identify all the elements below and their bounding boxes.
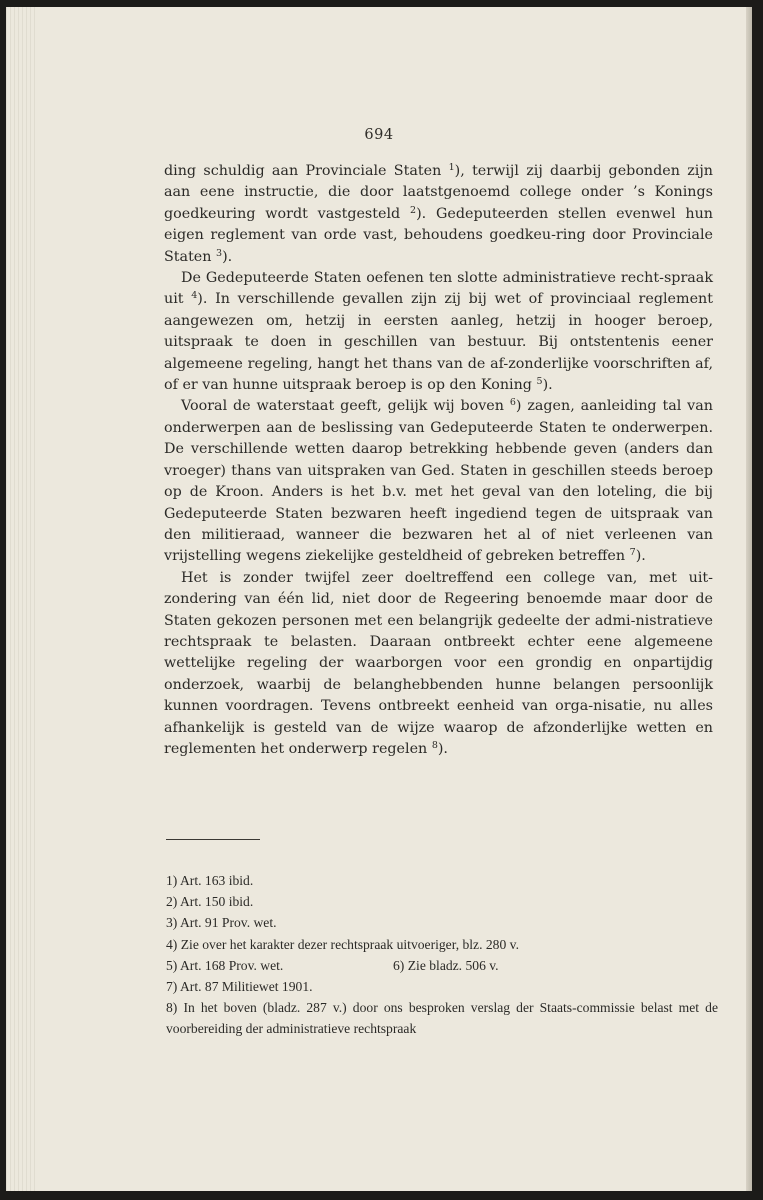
text-run: ). Gedeputeerden stellen evenwel hun eigen reglement van orde vast, behoudens goedkeu-ring door Provinciale Staten	[164, 205, 714, 265]
footnote-marker: 7)	[166, 979, 178, 994]
text-run: Het is zonder twijfel zeer doeltreffend een college van, met uit-zondering van één lid, niet door de Regeering benoemde maar door de Staten gekozen personen met een belangrijk gedeelte der admi-nistratieve rechtspraak te belasten. Daaraan ontbreekt echter eene algemeene wettelijke regeling der waarborgen voor een grondig en onpartijdig onderzoek, waarbij de belanghebbenden hunne belangen persoonlijk kunnen voordragen. Tevens ontbreekt eenheid van orga-nisatie, nu alles afhankelijk is gesteld van de wijze waarop de afzonderlijke wetten en reglementen het onderwerp regelen	[164, 569, 713, 757]
footnotes	[166, 870, 718, 1040]
footnote-separator	[166, 839, 260, 840]
footnote-text: Art. 87 Militiewet 1901.	[179, 979, 313, 994]
page-binding-shadow	[6, 7, 36, 1191]
footnote-2	[166, 891, 718, 912]
footnote-5-6	[166, 955, 718, 976]
footnote-reference: 3	[216, 247, 223, 259]
footnote-text: Zie bladz. 506 v.	[407, 957, 499, 973]
footnote-marker: 2)	[166, 894, 178, 910]
footnote-7	[166, 976, 718, 997]
footnote-marker: 4)	[166, 936, 178, 952]
footnote-marker: 6)	[393, 957, 405, 973]
footnote-marker: 3)	[166, 915, 178, 931]
footnote-text: Art. 163 ibid.	[179, 873, 254, 888]
body-text	[164, 161, 713, 760]
text-run: ) zagen, aanleiding tal van onderwerpen aan de beslissing van Gedeputeerde Staten te onderwerpen. De verschillende wetten daarop betrekking hebbende geven (anders dan vroeger) thans van uitspraken van Ged. Staten in geschillen steeds beroep op de Kroon. Anders is het b.v. met het geval van den loteling, die bij Gedeputeerde Staten bezwaren heeft ingediend tegen de uitspraak van den militieraad, wanneer die bezwaren het al of niet verleenen van vrijstelling wegens ziekelijke gesteldheid of gebreken betreffen	[164, 398, 713, 565]
footnote-3	[166, 912, 718, 933]
footnote-reference: 1	[448, 162, 455, 173]
footnote-4	[166, 934, 718, 955]
text-run: ).	[222, 248, 233, 265]
paragraph	[164, 568, 713, 761]
footnote-reference: 8	[431, 739, 438, 751]
footnote-reference: 4	[191, 290, 198, 302]
footnote-8	[166, 997, 718, 1039]
footnote-text: Art. 91 Prov. wet.	[179, 915, 277, 931]
page-edge	[746, 7, 752, 1191]
footnote-1	[166, 870, 718, 891]
footnote-6	[393, 955, 499, 976]
paragraph	[164, 161, 713, 268]
footnote-marker: 5)	[166, 957, 178, 973]
footnote-reference: 2	[410, 204, 417, 216]
footnote-5	[166, 955, 283, 976]
page-number: 694	[364, 127, 394, 143]
text-run: Vooral de waterstaat geeft, gelijk wij boven	[181, 398, 510, 415]
footnote-marker: 8)	[166, 1000, 178, 1016]
footnote-reference: 7	[629, 547, 636, 559]
footnote-text: Art. 168 Prov. wet.	[179, 957, 284, 973]
text-run: ). In verschillende gevallen zijn zij bij wet of provinciaal reglement aangewezen om, hetzij in eersten aanleg, hetzij in hooger beroep, uitspraak te doen in geschillen van bestuur. Bij ontstentenis eener algemeene regeling, hangt het thans van de af-zonderlijke voorschriften af, of er van hunne uitspraak beroep is op den Koning	[164, 291, 713, 394]
text-run: De Gedeputeerde Staten oefenen ten slotte administratieve recht-spraak uit	[164, 270, 713, 308]
book-page	[6, 7, 752, 1191]
footnote-text: Art. 150 ibid.	[179, 894, 254, 910]
paragraph	[164, 268, 713, 396]
footnote-reference: 6	[509, 397, 516, 409]
footnote-text: Zie over het karakter dezer rechtspraak uitvoeriger, blz. 280 v.	[180, 936, 519, 952]
text-run: ).	[542, 377, 553, 394]
footnote-marker: 1)	[166, 873, 178, 888]
text-run: ), terwijl zij daarbij gebonden zijn aan eene instructie, die door laatstgenoemd college onder ’s Konings goedkeuring wordt vastgesteld	[164, 163, 713, 222]
footnote-reference: 5	[536, 376, 543, 388]
paragraph	[164, 396, 713, 567]
text-run: ).	[635, 548, 646, 565]
text-run: ding schuldig aan Provinciale Staten	[164, 163, 449, 179]
text-run: ).	[437, 740, 448, 757]
footnote-text: In het boven (bladz. 287 v.) door ons besproken verslag der Staats-commissie belast met de voorbereiding der administratieve rechtspraak	[166, 1000, 718, 1037]
